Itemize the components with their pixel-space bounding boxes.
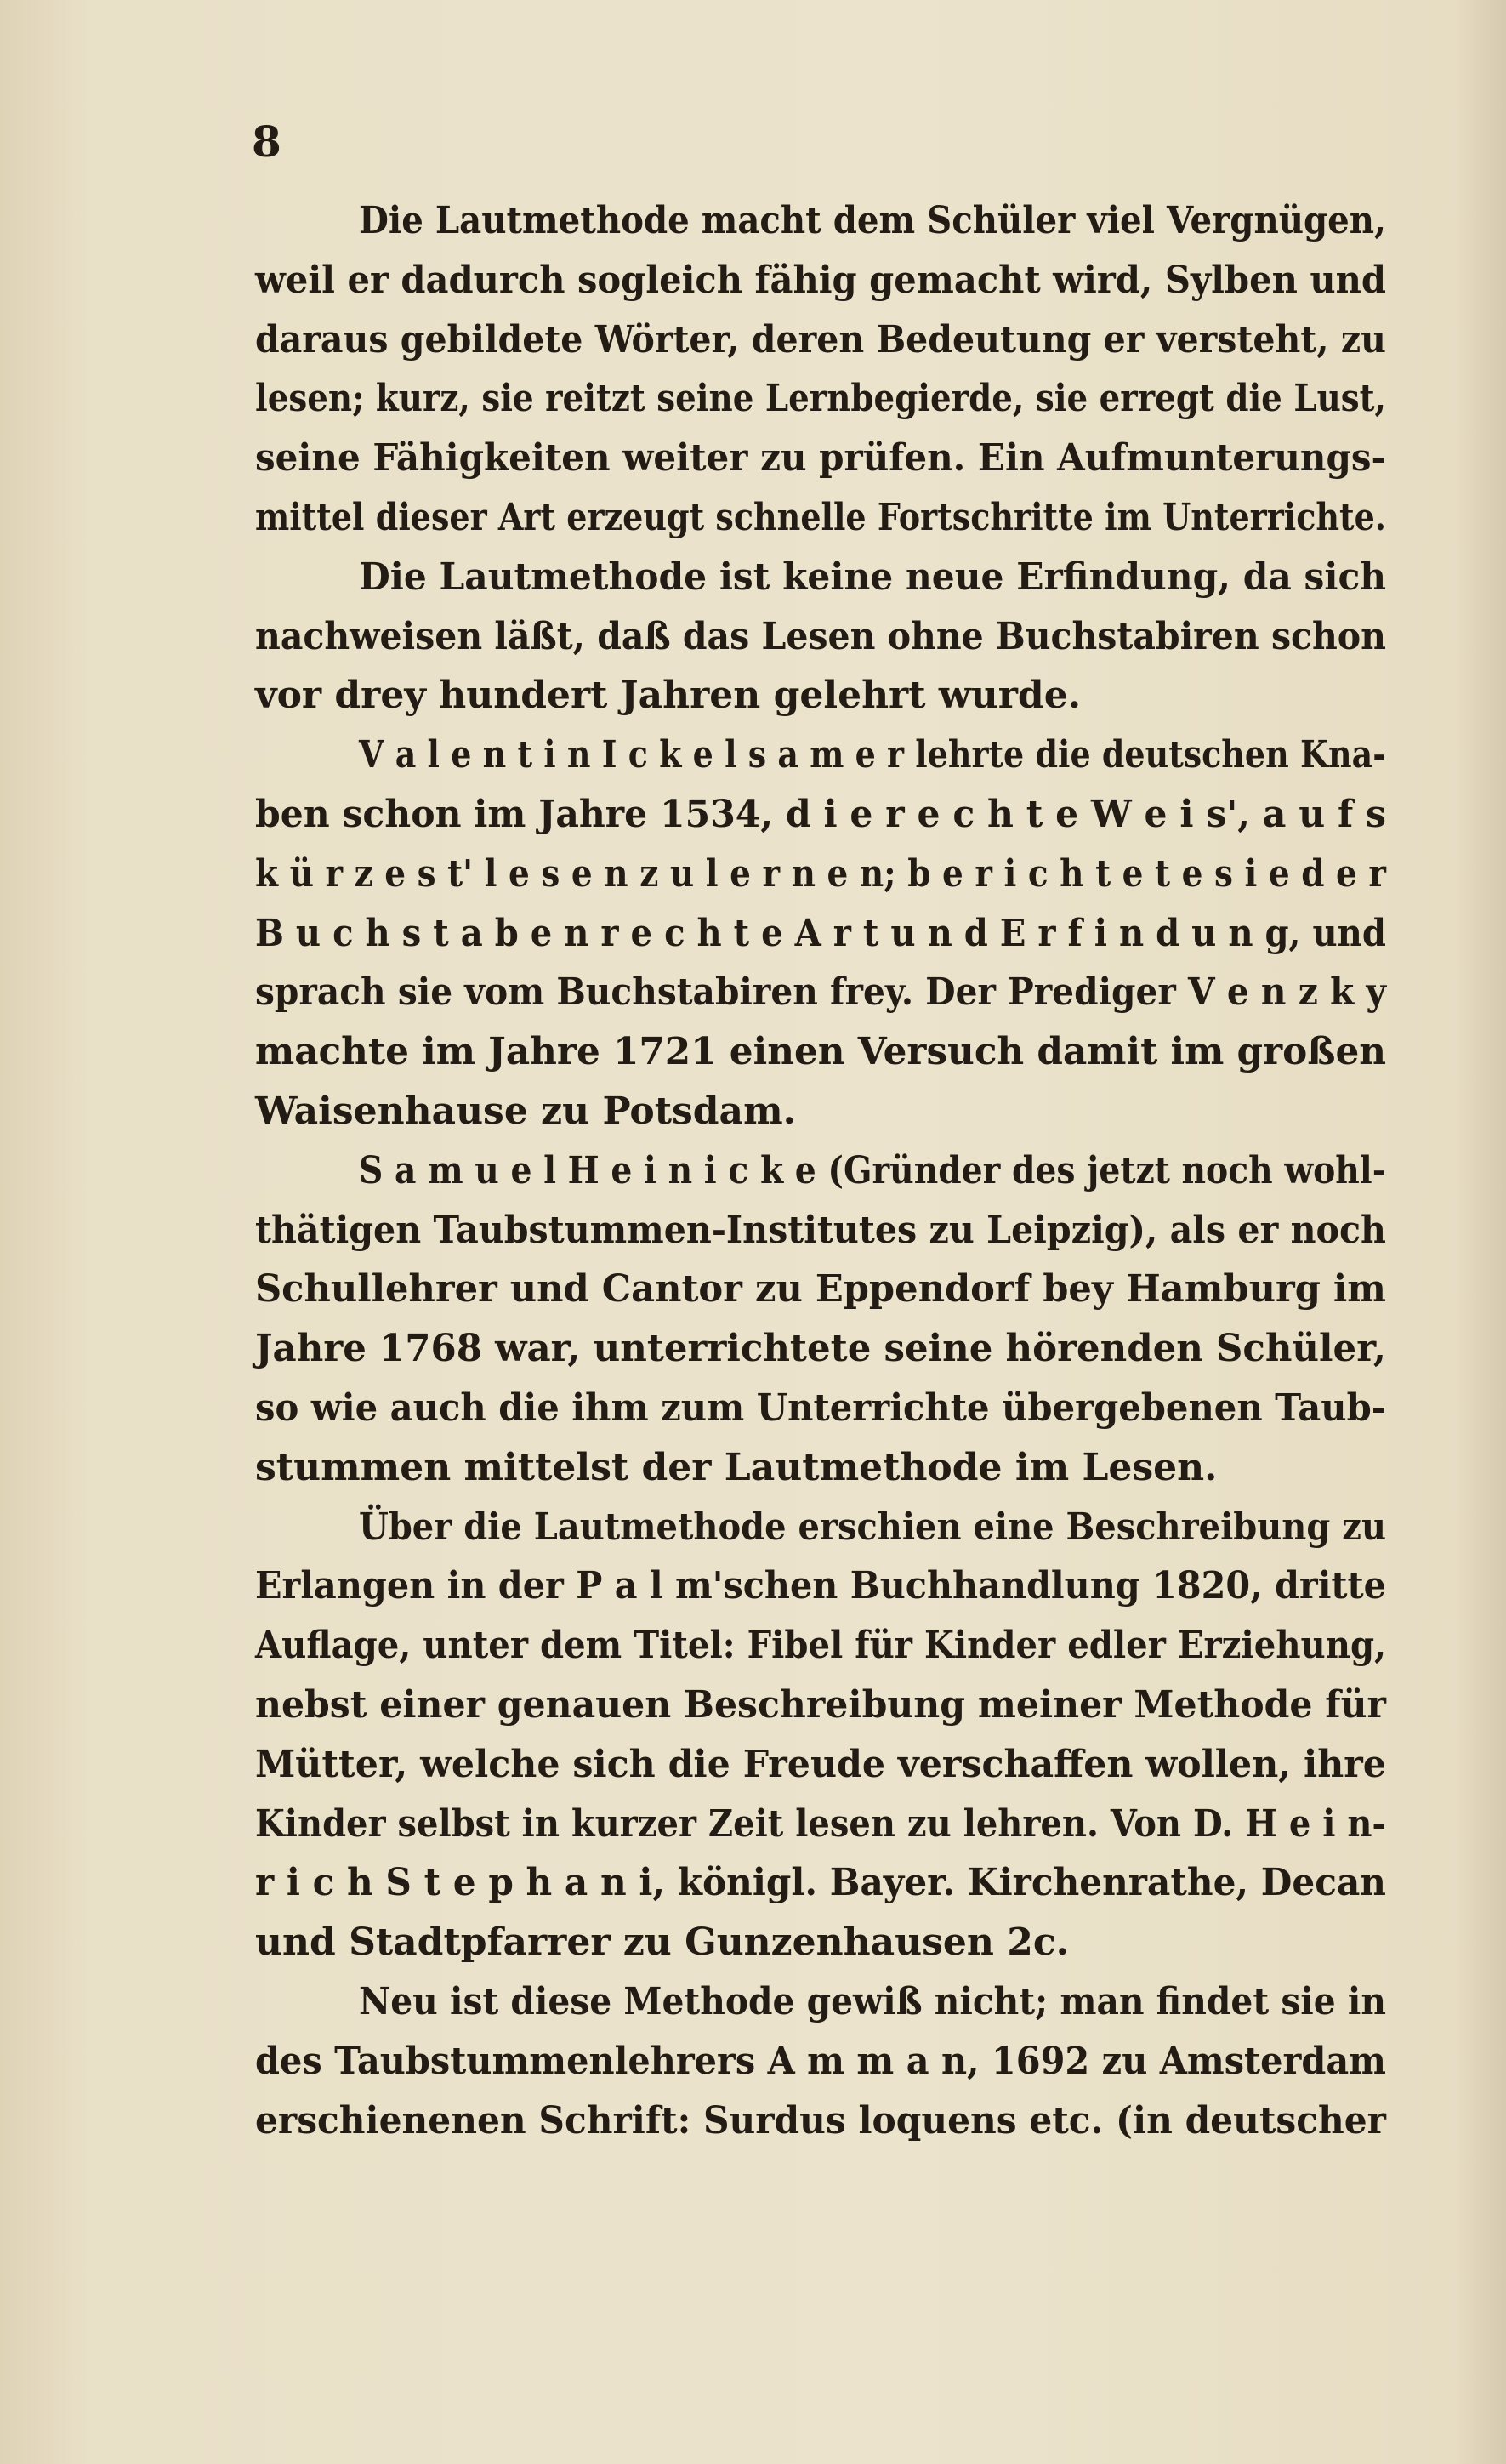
text-line xyxy=(255,196,1386,255)
text-line xyxy=(255,2096,1386,2155)
text-line xyxy=(255,1620,1386,1680)
text-line-content: k ü r z e s t' l e s e n z u l e r n e n; b e r i c h t e t e s i e d e r xyxy=(255,851,1386,896)
text-line xyxy=(255,1858,1386,1917)
text-line xyxy=(255,730,1386,789)
text-line-content: S a m u e l H e i n i c k e (Gründer des jetzt noch wohl- xyxy=(359,1148,1387,1192)
text-line-content: Mütter, welche sich die Freude verschaffen wollen, ihre xyxy=(255,1742,1386,1786)
text-line-content: sprach sie vom Buchstabiren frey. Der Prediger V e n z k y xyxy=(255,970,1387,1015)
text-line-content: Die Lautmethode macht dem Schüler viel Vergnügen, xyxy=(359,199,1387,242)
text-line xyxy=(255,1977,1386,2036)
text-line-content: Die Lautmethode ist keine neue Erfindung, da sich xyxy=(359,555,1387,599)
text-line xyxy=(255,1383,1386,1443)
text-line-content: Schullehrer und Cantor zu Eppendorf bey Hamburg im xyxy=(255,1267,1386,1312)
text-line xyxy=(255,1205,1386,1265)
text-line-content: nebst einer genauen Beschreibung meiner Methode für xyxy=(255,1682,1386,1727)
text-line-content: stummen mittelst der Lautmethode im Lesen. xyxy=(255,1445,1218,1489)
text-line xyxy=(255,552,1386,612)
text-line-content: r i c h S t e p h a n i, königl. Bayer. Kirchenrathe, Decan xyxy=(255,1861,1386,1905)
text-line-content: des Taubstummenlehrers A m m a n, 1692 zu Amsterdam xyxy=(255,2039,1387,2083)
text-line xyxy=(255,1264,1386,1323)
text-line-content: lesen; kurz, sie reitzt seine Lernbegierde, sie erregt die Lust, xyxy=(255,377,1387,421)
text-line xyxy=(255,1680,1386,1739)
text-line xyxy=(255,433,1386,492)
text-line-content: seine Fähigkeiten weiter zu prüfen. Ein Aufmunterungs- xyxy=(255,436,1386,481)
text-line-content: daraus gebildete Wörter, deren Bedeutung er versteht, zu xyxy=(255,317,1387,361)
text-line-content: V a l e n t i n I c k e l s a m e r lehrte die deutschen Kna- xyxy=(359,733,1386,777)
text-line xyxy=(255,492,1386,552)
text-line-content: Kinder selbst in kurzer Zeit lesen zu lehren. Von D. H e i n- xyxy=(255,1801,1387,1846)
text-line-content: ben schon im Jahre 1534, d i e r e c h t e W e i s', a u f s xyxy=(255,792,1386,836)
body-text xyxy=(255,196,1386,2154)
text-line xyxy=(255,789,1386,849)
text-line-content: nachweisen läßt, daß das Lesen ohne Buchstabiren schon xyxy=(255,614,1386,658)
text-line xyxy=(255,1739,1386,1799)
text-line-content: und Stadtpfarrer zu Gunzenhausen 2c. xyxy=(255,1921,1069,1965)
text-line-content: Erlangen in der P a l m'schen Buchhandlung 1820, dritte xyxy=(255,1564,1386,1608)
text-line xyxy=(255,2036,1386,2096)
text-line xyxy=(255,1146,1386,1205)
text-line-content: thätigen Taubstummen-Institutes zu Leipzig), als er noch xyxy=(255,1208,1386,1252)
text-line-content: Waisenhause zu Potsdam. xyxy=(255,1089,796,1133)
text-line xyxy=(255,1799,1386,1858)
text-line-content: so wie auch die ihm zum Unterrichte übergebenen Taub- xyxy=(255,1386,1387,1430)
text-line xyxy=(255,1323,1386,1383)
text-line xyxy=(255,1502,1386,1562)
text-line xyxy=(255,1561,1386,1620)
text-line xyxy=(255,315,1386,374)
text-line-content: B u c h s t a b e n r e c h t e A r t u n d E r f i n d u n g, und xyxy=(255,911,1386,955)
text-line xyxy=(255,670,1386,730)
text-line xyxy=(255,1027,1386,1086)
text-line xyxy=(255,1443,1386,1502)
text-line xyxy=(255,908,1386,968)
page-number: 8 xyxy=(252,117,281,167)
text-line-content: weil er dadurch sogleich fähig gemacht wird, Sylben und xyxy=(255,258,1387,302)
text-line-content: mittel dieser Art erzeugt schnelle Fortschritte im Unterrichte. xyxy=(255,495,1387,539)
text-line xyxy=(255,255,1386,315)
text-line xyxy=(255,1917,1386,1977)
text-line-content: machte im Jahre 1721 einen Versuch damit im großen xyxy=(255,1030,1387,1074)
text-line-content: Über die Lautmethode erschien eine Beschreibung zu xyxy=(359,1505,1387,1549)
text-line xyxy=(255,612,1386,671)
text-line-content: Auflage, unter dem Titel: Fibel für Kinder edler Erziehung, xyxy=(255,1624,1387,1668)
text-line xyxy=(255,849,1386,908)
text-line xyxy=(255,967,1386,1027)
text-line-content: Jahre 1768 war, unterrichtete seine hörenden Schüler, xyxy=(255,1327,1387,1371)
text-line-content: vor drey hundert Jahren gelehrt wurde. xyxy=(255,674,1082,718)
text-line xyxy=(255,373,1386,433)
page-edge-shadow xyxy=(1455,0,1506,2464)
text-line-content: erschienenen Schrift: Surdus loquens etc. (in deutscher xyxy=(255,2098,1386,2142)
text-line xyxy=(255,1086,1386,1146)
text-line-content: Neu ist diese Methode gewiß nicht; man findet sie in xyxy=(359,1979,1386,2023)
